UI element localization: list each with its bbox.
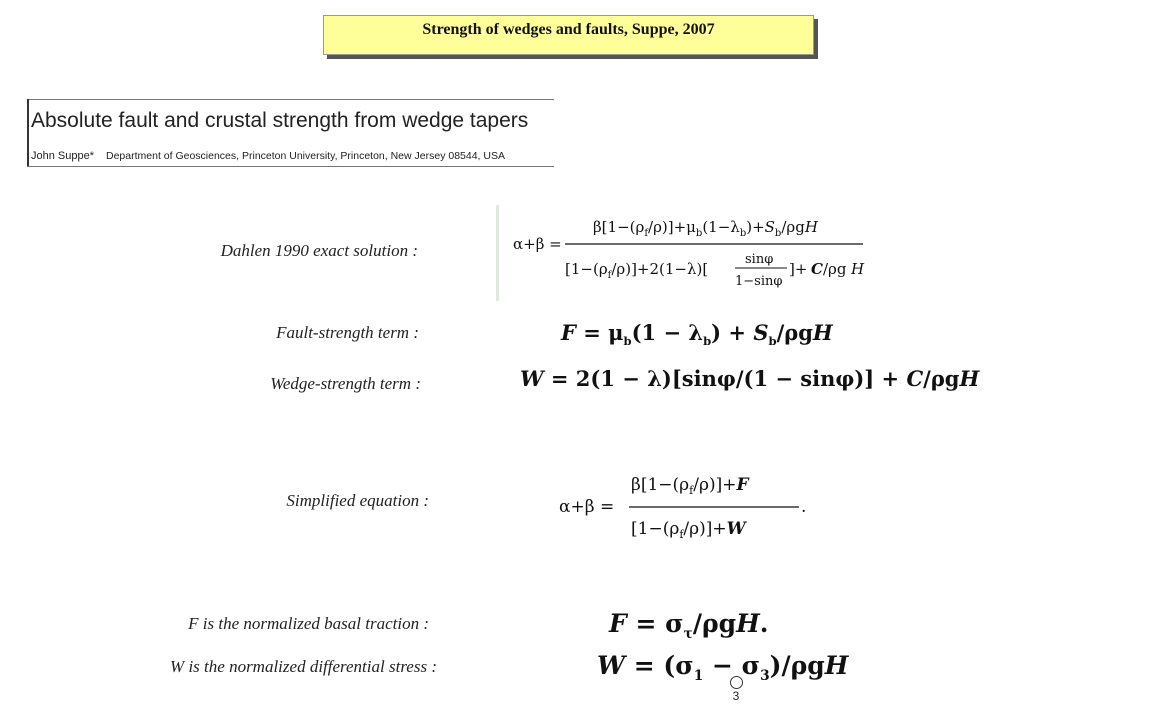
svg-text:/ρg: /ρg [823,260,847,278]
paper-header-image [27,99,554,167]
wedge-strength-label: Wedge-strength term : [270,374,421,393]
svg-text:1−sinφ: 1−sinφ [735,274,783,289]
divider [27,99,29,167]
fault-strength-equation: $F = \mu_b(1 - \lambda_b) + S_b/\rho gH$ [561,320,833,349]
svg-text:α+β =: α+β = [513,235,562,253]
W-definition-label: W is the normalized differential stress : [170,657,437,676]
divider [27,166,554,167]
divider [27,99,554,100]
paper-title: Absolute fault and crustal strength from wedge tapers [31,109,529,132]
svg-text:H: H [851,260,865,278]
W-differential-stress-equation: $W = (\sigma_1 - \sigma_3)/\rho gH$ [597,651,849,684]
svg-text:.: . [801,497,807,517]
svg-text:β[1−(ρf/ρ)]+F: $\beta[1-(\rho_f/\rho)]+F$ [631,475,749,497]
simplified-label: Simplified equation : [286,491,429,510]
simplified-equation [557,462,817,548]
svg-text:C: C [811,260,823,278]
F-normalized-traction-equation: $F = \sigma_\tau$/ρgH. [609,609,769,642]
svg-text:]+: ]+ [789,260,808,278]
slide-title-box [323,15,814,55]
svg-text:[1−(ρf/ρ)]+W: $[1-(\rho_f/\rho)]+W$ [631,519,746,541]
dahlen-equation [496,205,869,301]
svg-text:sinφ: sinφ [745,252,774,267]
page-number [727,676,745,702]
svg-text:α+β =: α+β = [559,497,615,517]
paper-affiliation: Department of Geosciences, Princeton University, Princeton, New Jersey 08544, USA [106,150,505,162]
svg-text:[1−(ρf/ρ)]+2(1−λ)[: $[1-(\rho_f/\rho)]+2(1-\lambda)$[ [565,260,709,281]
F-definition-label: F is the normalized basal traction : [188,614,429,633]
page-number-text: 3 [732,689,740,703]
svg-text:β[1−(ρf/ρ)]+μb(1−λb)+Sb/ρgH: $\beta[1-(\rho_f/\rho)]+\mu_b(1-\lambda_b)+S_b$/ρgH [593,218,818,239]
dahlen-label: Dahlen 1990 exact solution : [220,241,418,260]
wedge-strength-equation: W = 2(1 − λ)[sinφ/(1 − sinφ)] + C/ρgH [520,366,980,391]
paper-author-line [31,150,505,162]
circle-icon [730,676,743,689]
fault-strength-label: Fault-strength term : [276,323,419,342]
paper-author: John Suppe* [31,150,94,162]
slide-title: Strength of wedges and faults, Suppe, 2007 [422,21,715,38]
